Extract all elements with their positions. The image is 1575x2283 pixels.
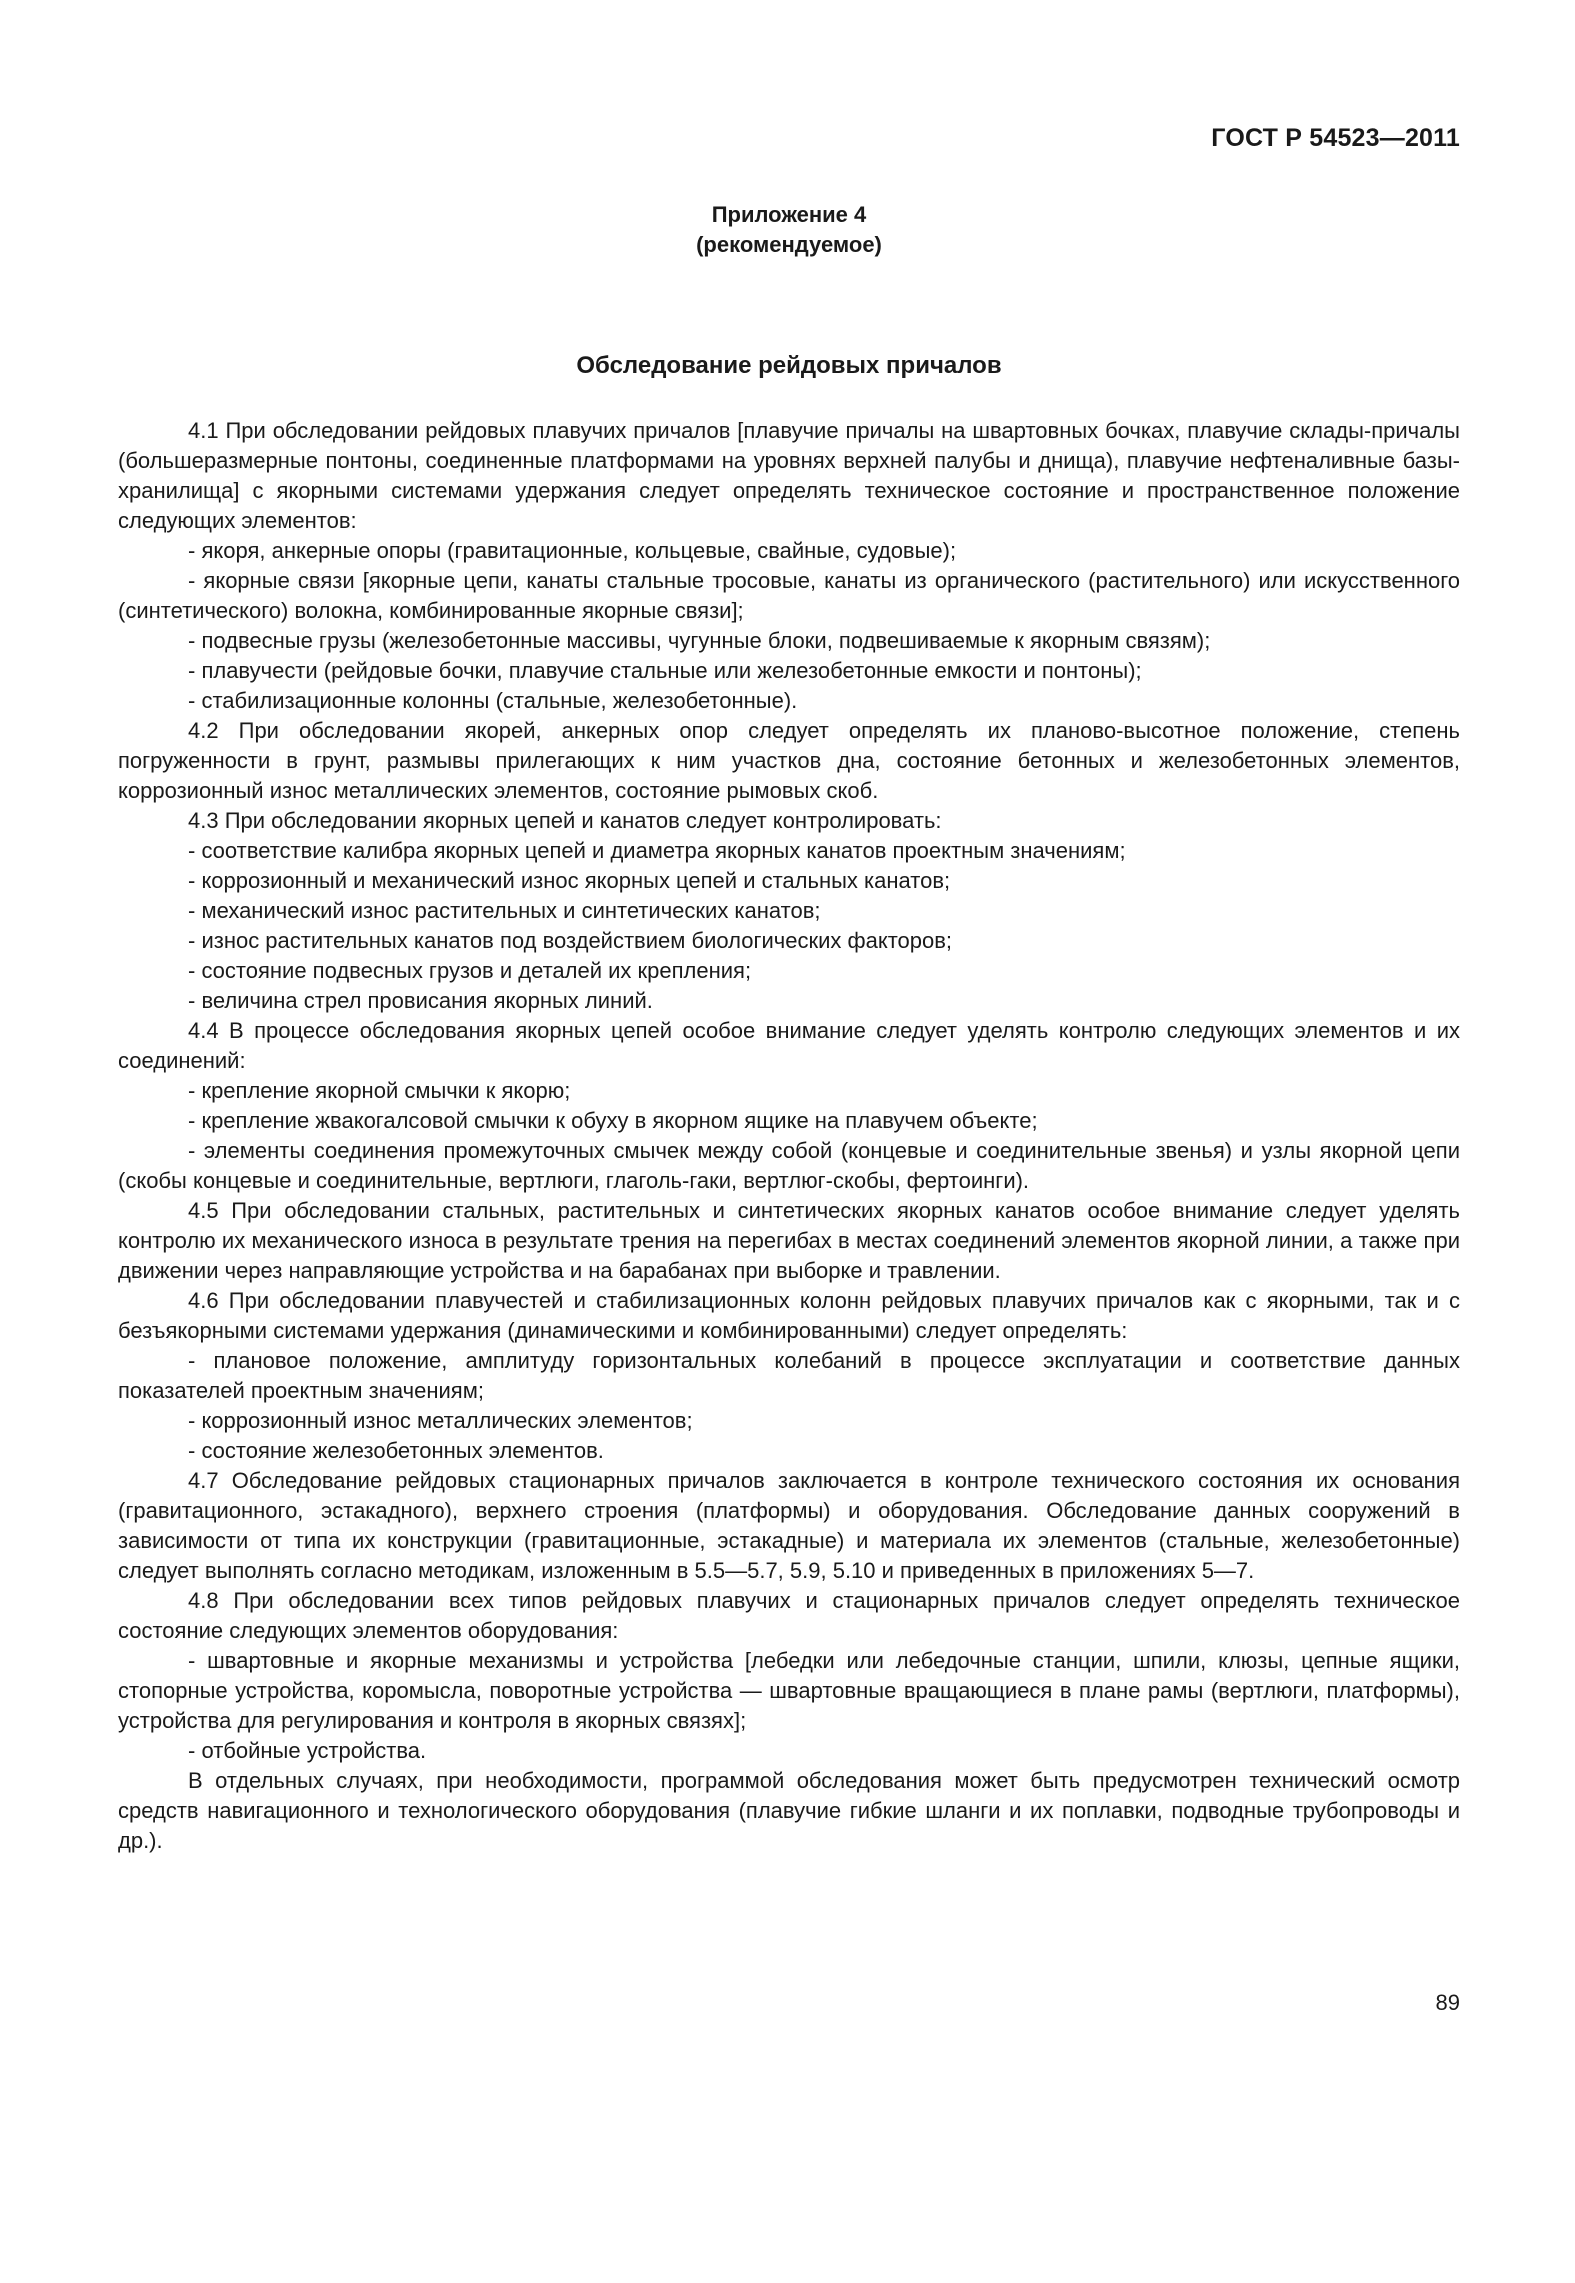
appendix-status: (рекомендуемое) [696, 232, 882, 257]
list-item: - состояние железобетонных элементов. [188, 1438, 604, 1463]
list-item: - элементы соединения промежуточных смычек между собой (концевые и соединительные звенья) и узлы якорной цепи (скобы концевые и соединительные, вертлюги, глаголь-гаки, вертлюг-скобы, фертоинги). [118, 1138, 1460, 1193]
appendix-heading [118, 200, 1460, 260]
paragraph: 4.5 При обследовании стальных, растительных и синтетических якорных канатов особое внимание следует уделять контролю их механического износа в результате трения на перегибах в местах соединений элементов якорной линии, а также при движении через направляющие устройства и на барабанах при выборке и травлении. [118, 1198, 1460, 1283]
paragraph: 4.2 При обследовании якорей, анкерных опор следует определять их планово-высотное положение, степень погруженности в грунт, размывы прилегающих к ним участков дна, состояние бетонных и железобетонных элементов, коррозионный износ металлических элементов, состояние рымовых скоб. [118, 718, 1460, 803]
list-item: - состояние подвесных грузов и деталей их крепления; [188, 958, 752, 983]
paragraph: 4.1 При обследовании рейдовых плавучих причалов [плавучие причалы на швартовных бочках, плавучие склады-причалы (большеразмерные понтоны, соединенные платформами на уровнях верхней палубы и днища), плавучие нефтеналивные базы-хранилища] с якорными системами удержания следует определять техническое состояние и пространственное положение следующих элементов: [118, 418, 1460, 533]
page-number: 89 [1435, 1990, 1460, 2015]
list-item: - крепление якорной смычки к якорю; [188, 1078, 571, 1103]
list-item: - плавучести (рейдовые бочки, плавучие стальные или железобетонные емкости и понтоны); [188, 658, 1142, 683]
list-item: - коррозионный и механический износ якорных цепей и стальных канатов; [188, 868, 951, 893]
document-code: ГОСТ Р 54523—2011 [1211, 124, 1460, 152]
list-item: - величина стрел провисания якорных линий. [188, 988, 653, 1013]
paragraph: 4.3 При обследовании якорных цепей и канатов следует контролировать: [188, 808, 942, 833]
list-item: - крепление жвакогалсовой смычки к обуху в якорном ящике на плавучем объекте; [188, 1108, 1038, 1133]
paragraph: 4.7 Обследование рейдовых стационарных причалов заключается в контроле технического состояния их основания (гравитационного, эстакадного), верхнего строения (платформы) и оборудования. Обследование данных сооружений в зависимости от типа их конструкции (гравитационные, эстакадные) и материала их элементов (стальные, железобетонные) следует выполнять согласно методикам, изложенным в 5.5—5.7, 5.9, 5.10 и приведенных в приложениях 5—7. [118, 1468, 1460, 1583]
section-title: Обследование рейдовых причалов [576, 352, 1002, 379]
paragraph: 4.4 В процессе обследования якорных цепей особое внимание следует уделять контролю следующих элементов и их соединений: [118, 1018, 1460, 1073]
list-item: - швартовные и якорные механизмы и устройства [лебедки или лебедочные станции, шпили, клюзы, цепные ящики, стопорные устройства, коромысла, поворотные устройства — швартовные вращающиеся в плане рамы (вертлюги, платформы), устройства для регулирования и контроля в якорных связях]; [118, 1648, 1460, 1733]
list-item: - механический износ растительных и синтетических канатов; [188, 898, 821, 923]
list-item: - подвесные грузы (железобетонные массивы, чугунные блоки, подвешиваемые к якорным связям); [188, 628, 1211, 653]
paragraph: 4.6 При обследовании плавучестей и стабилизационных колонн рейдовых плавучих причалов как с якорными, так и с безъякорными системами удержания (динамическими и комбинированными) следует определять: [118, 1288, 1460, 1343]
list-item: - соответствие калибра якорных цепей и диаметра якорных канатов проектным значениям; [188, 838, 1126, 863]
list-item: - коррозионный износ металлических элементов; [188, 1408, 693, 1433]
list-item: - якорные связи [якорные цепи, канаты стальные тросовые, канаты из органического (растительного) или искусственного (синтетического) волокна, комбинированные якорные связи]; [118, 568, 1460, 623]
list-item: - износ растительных канатов под воздействием биологических факторов; [188, 928, 953, 953]
paragraph: 4.8 При обследовании всех типов рейдовых плавучих и стационарных причалов следует определять техническое состояние следующих элементов оборудования: [118, 1588, 1460, 1643]
list-item: - якоря, анкерные опоры (гравитационные, кольцевые, свайные, судовые); [188, 538, 957, 563]
body-text [118, 416, 1460, 1856]
list-item: - отбойные устройства. [188, 1738, 427, 1763]
list-item: - стабилизационные колонны (стальные, железобетонные). [188, 688, 798, 713]
list-item: - плановое положение, амплитуду горизонтальных колебаний в процессе эксплуатации и соответствие данных показателей проектным значениям; [118, 1348, 1460, 1403]
appendix-title: Приложение 4 [711, 202, 867, 227]
paragraph: В отдельных случаях, при необходимости, программой обследования может быть предусмотрен технический осмотр средств навигационного и технологического оборудования (плавучие гибкие шланги и их поплавки, подводные трубопроводы и др.). [118, 1768, 1460, 1853]
